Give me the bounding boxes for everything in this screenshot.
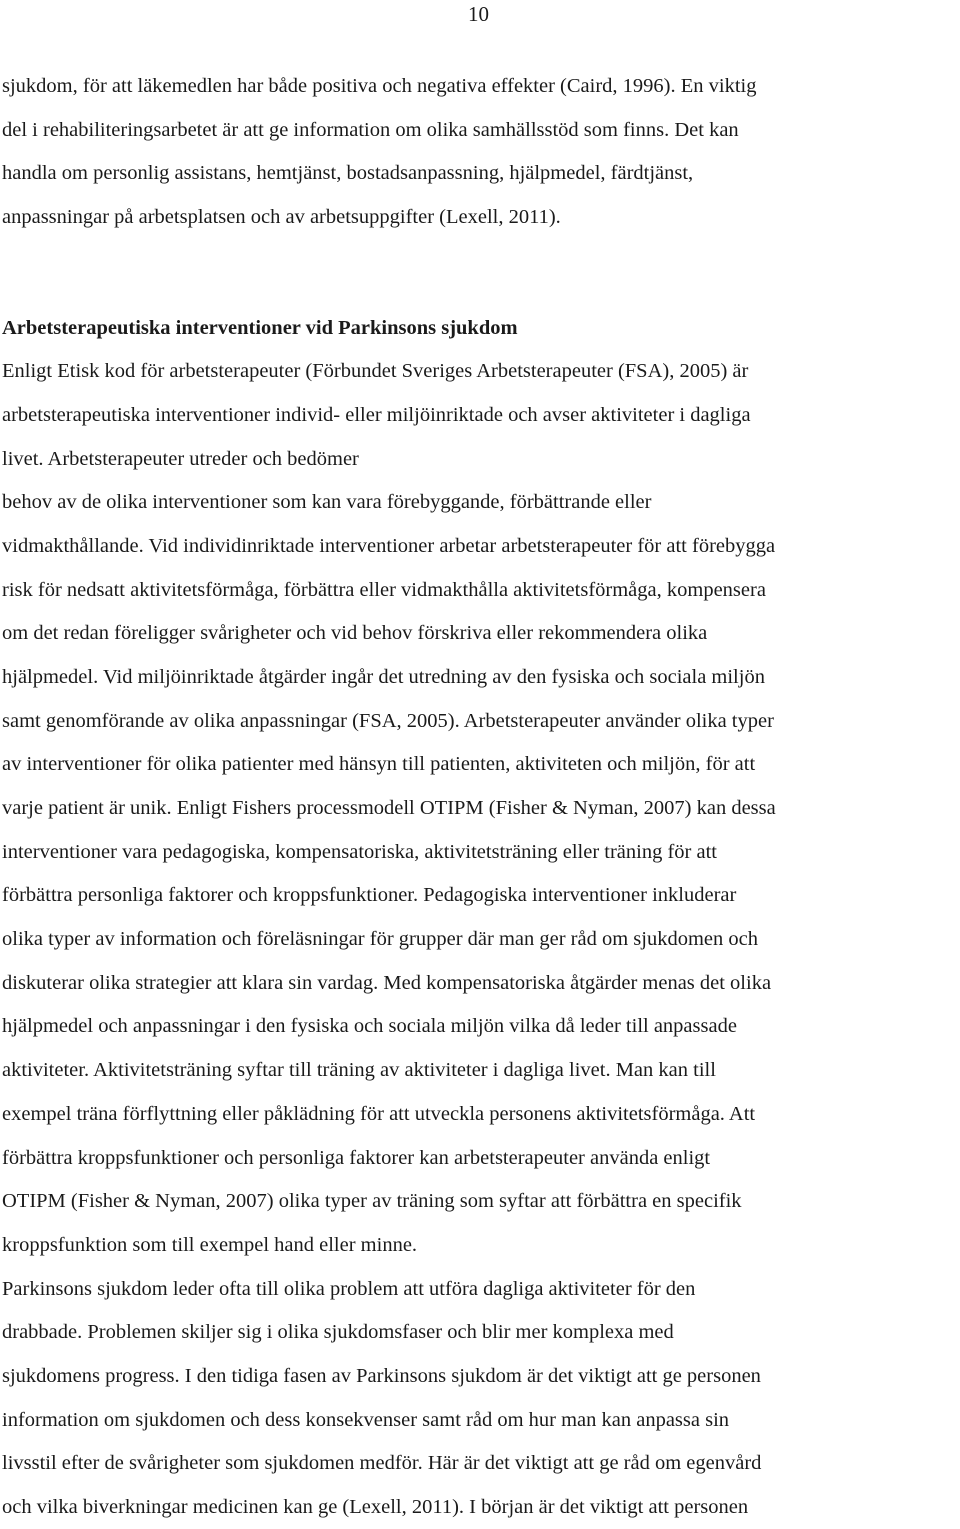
text-line: behov av de olika interventioner som kan vara förebyggande, förbättrande eller [2,491,652,513]
text-line: hjälpmedel och anpassningar i den fysiska och sociala miljön vilka då leder till anpassade [2,1015,737,1037]
text-line: förbättra personliga faktorer och kroppsfunktioner. Pedagogiska interventioner inkluderar [2,884,737,906]
text-line: olika typer av information och föreläsningar för grupper där man ger råd om sjukdomen och [2,928,758,950]
text-line: aktiviteter. Aktivitetsträning syftar till träning av aktiviteter i dagliga livet. Man kan till [2,1059,716,1081]
text-line: drabbade. Problemen skiljer sig i olika sjukdomsfaser och blir mer komplexa med [2,1321,674,1343]
text-line: anpassningar på arbetsplatsen och av arbetsuppgifter (Lexell, 2011). [2,206,561,228]
text-line: risk för nedsatt aktivitetsförmåga, förbättra eller vidmakthålla aktivitetsförmåga, kompensera [2,579,766,601]
text-line: förbättra kroppsfunktioner och personliga faktorer kan arbetsterapeuter använda enligt [2,1147,711,1169]
page-number: 10 [468,2,489,26]
text-line: exempel träna förflyttning eller påklädning för att utveckla personens aktivitetsförmåga. Att [2,1103,756,1125]
text-line: om det redan föreligger svårigheter och vid behov förskriva eller rekommendera olika [2,622,708,644]
text-line: del i rehabiliteringsarbetet är att ge information om olika samhällsstöd som finns. Det kan [2,119,739,141]
text-line: av interventioner för olika patienter med hänsyn till patienten, aktiviteten och miljön, för att [2,753,756,775]
text-line: kroppsfunktion som till exempel hand eller minne. [2,1234,418,1256]
text-line: diskuterar olika strategier att klara sin vardag. Med kompensatoriska åtgärder menas det olika [2,972,772,994]
text-line: hjälpmedel. Vid miljöinriktade åtgärder ingår det utredning av den fysiska och sociala miljön [2,666,765,688]
text-line: Parkinsons sjukdom leder ofta till olika problem att utföra dagliga aktiviteter för den [2,1278,696,1300]
text-line: interventioner vara pedagogiska, kompensatoriska, aktivitetsträning eller träning för att [2,841,717,863]
text-line: information om sjukdomen och dess konsekvenser samt råd om hur man kan anpassa sin [2,1409,730,1431]
text-line: vidmakthållande. Vid individinriktade interventioner arbetar arbetsterapeuter för att förebygga [2,535,776,557]
text-line: sjukdom, för att läkemedlen har både positiva och negativa effekter (Caird, 1996). En viktig [2,75,757,97]
section-heading: Arbetsterapeutiska interventioner vid Parkinsons sjukdom [2,317,518,339]
text-line: livet. Arbetsterapeuter utreder och bedömer [2,448,359,470]
text-line: Enligt Etisk kod för arbetsterapeuter (Förbundet Sveriges Arbetsterapeuter (FSA), 2005) är [2,360,749,382]
text-line: samt genomförande av olika anpassningar (FSA, 2005). Arbetsterapeuter använder olika typer [2,710,774,732]
text-line: arbetsterapeutiska interventioner individ- eller miljöinriktade och avser aktiviteter i dagliga [2,404,751,426]
text-line: och vilka biverkningar medicinen kan ge (Lexell, 2011). I början är det viktigt att personen [2,1496,749,1518]
text-line: OTIPM (Fisher & Nyman, 2007) olika typer av träning som syftar att förbättra en specifik [2,1190,742,1212]
text-line: sjukdomens progress. I den tidiga fasen av Parkinsons sjukdom är det viktigt att ge personen [2,1365,761,1387]
text-line: handla om personlig assistans, hemtjänst, bostadsanpassning, hjälpmedel, färdtjänst, [2,162,694,184]
text-line: varje patient är unik. Enligt Fishers processmodell OTIPM (Fisher & Nyman, 2007) kan dessa [2,797,776,819]
text-line: livsstil efter de svårigheter som sjukdomen medför. Här är det viktigt att ge råd om egenvård [2,1452,762,1474]
